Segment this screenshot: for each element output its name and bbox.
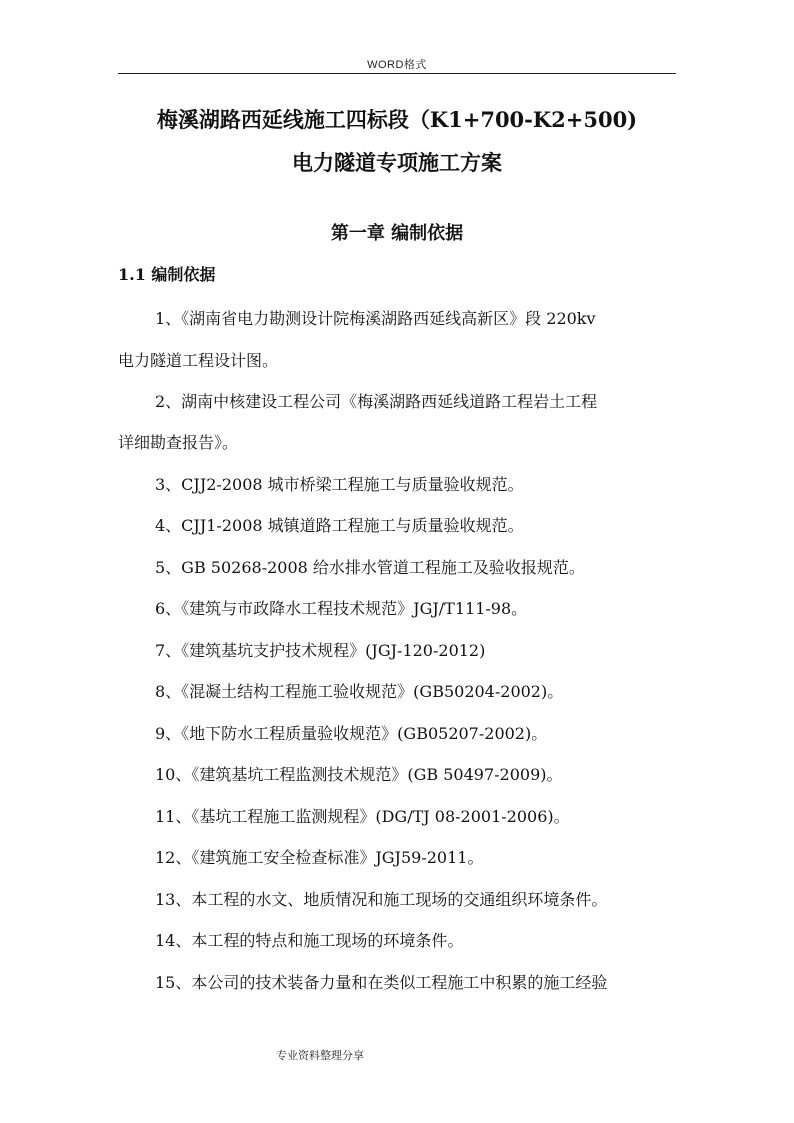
list-item-1-line-1: 1、《湖南省电力勘测设计院梅溪湖路西延线高新区》段 220kv [155, 309, 596, 328]
list-item-15: 15、本公司的技术装备力量和在类似工程施工中积累的施工经验 [155, 973, 608, 992]
list-item-8: 8、《混凝土结构工程施工验收规范》(GB50204-2002)。 [155, 682, 564, 701]
list-item-3: 3、CJJ2-2008 城市桥梁工程施工与质量验收规范。 [155, 475, 524, 494]
list-item-6: 6、《建筑与市政降水工程技术规范》JGJ/T111-98。 [155, 599, 528, 618]
section-heading: 1.1 编制依据 [118, 265, 216, 284]
chapter-heading: 第一章 编制依据 [330, 223, 464, 244]
list-item-7: 7、《建筑基坑支护技术规程》(JGJ-120-2012) [155, 641, 486, 660]
list-item-14: 14、本工程的特点和施工现场的环境条件。 [155, 931, 464, 950]
list-item-9: 9、《地下防水工程质量验收规范》(GB05207-2002)。 [155, 724, 548, 743]
list-item-10: 10、《建筑基坑工程监测技术规范》(GB 50497-2009)。 [155, 765, 563, 784]
page-header-label: WORD格式 [367, 59, 427, 71]
header-rule [118, 73, 676, 74]
page-footer-label: 专业资料整理分享 [276, 1050, 364, 1062]
list-item-11: 11、《基坑工程施工监测规程》(DG/TJ 08-2001-2006)。 [155, 807, 570, 826]
document-title-line-1: 梅溪湖路西延线施工四标段（K1+700-K2+500) [156, 107, 638, 132]
list-item-1-line-2: 电力隧道工程设计图。 [118, 351, 279, 370]
list-item-4: 4、CJJ1-2008 城镇道路工程施工与质量验收规范。 [155, 516, 524, 535]
document-title-line-2: 电力隧道专项施工方案 [292, 150, 502, 175]
list-item-2-line-2: 详细勘查报告》。 [118, 433, 239, 452]
list-item-12: 12、《建筑施工安全检查标准》JGJ59-2011。 [155, 848, 484, 867]
list-item-2-line-1: 2、湖南中核建设工程公司《梅溪湖路西延线道路工程岩土工程 [155, 392, 598, 411]
list-item-13: 13、本工程的水文、地质情况和施工现场的交通组织环境条件。 [155, 890, 608, 909]
list-item-5: 5、GB 50268-2008 给水排水管道工程施工及验收报规范。 [155, 558, 585, 577]
